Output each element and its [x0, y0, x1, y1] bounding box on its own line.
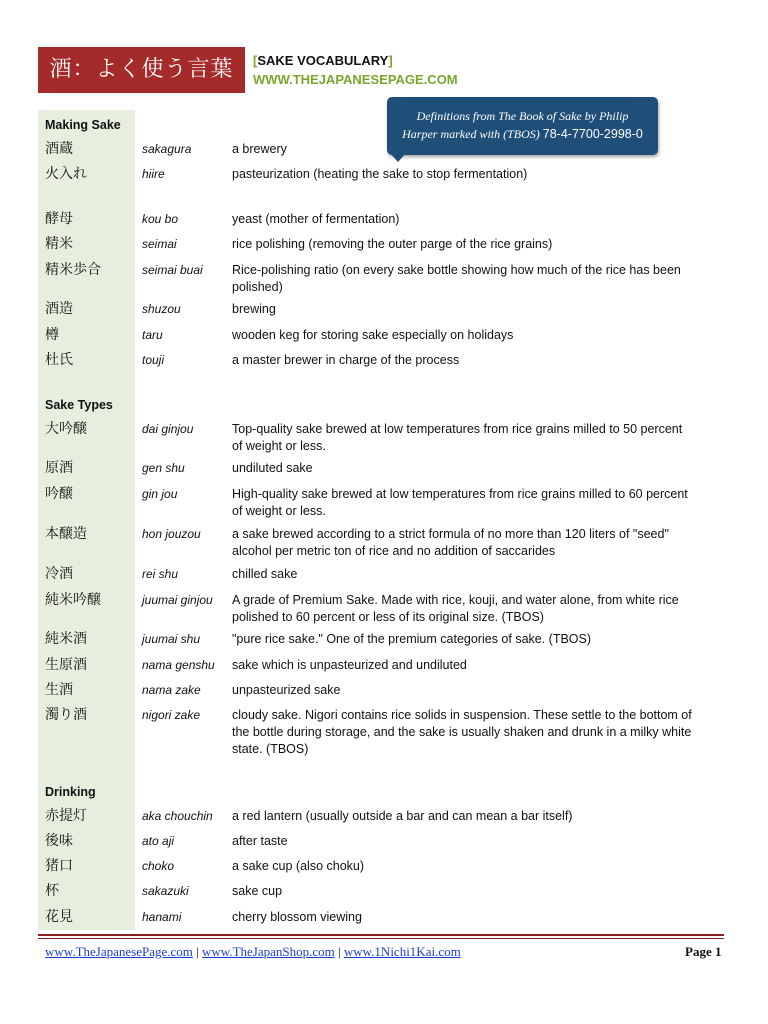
romaji-reading: hanami	[142, 910, 182, 924]
subtitle-bracket-close: ]	[388, 53, 393, 68]
callout-isbn: 78-4-7700-2998-0	[542, 127, 643, 141]
romaji-reading: nama zake	[142, 683, 201, 697]
romaji-reading: sakagura	[142, 142, 192, 156]
kanji-term: 純米吟醸	[45, 592, 101, 608]
romaji-reading: ato aji	[142, 834, 175, 848]
definition: Rice-polishing ratio (on every sake bottle showing how much of the rice has been polished)	[232, 263, 681, 294]
romaji-reading: juumai shu	[142, 632, 201, 646]
definition: unpasteurized sake	[232, 683, 341, 697]
kanji-term: 火入れ	[45, 166, 87, 182]
romaji-reading: gin jou	[142, 487, 178, 501]
definition: after taste	[232, 834, 288, 848]
kanji-term: 酵母	[45, 211, 73, 227]
section-heading-drinking: Drinking	[45, 785, 96, 799]
romaji-reading: shuzou	[142, 302, 181, 316]
definition: rice polishing (removing the outer parge of the rice grains)	[232, 237, 553, 251]
definition: undiluted sake	[232, 461, 313, 475]
callout-line-1: Definitions from The Book of Sake by Philip	[416, 109, 629, 123]
romaji-reading: nigori zake	[142, 708, 201, 722]
footer-link-japanesepage[interactable]: www.TheJapanesePage.com	[45, 944, 193, 959]
definition: chilled sake	[232, 567, 298, 581]
footer-divider-thin	[38, 938, 724, 939]
definition: pasteurization (heating the sake to stop fermentation)	[232, 167, 528, 181]
definition: A grade of Premium Sake. Made with rice, kouji, and water alone, from white rice polished to 60 percent or less of its original size. (TBOS)	[232, 593, 679, 624]
definition: a red lantern (usually outside a bar and can mean a bar itself)	[232, 809, 573, 823]
kanji-term: 酒蔵	[45, 141, 73, 157]
kanji-term: 本醸造	[45, 526, 87, 542]
definition: brewing	[232, 302, 276, 316]
header-url: WWW.THEJAPANESEPAGE.COM	[253, 72, 458, 87]
romaji-reading: nama genshu	[142, 658, 215, 672]
footer-separator: |	[338, 944, 341, 959]
section-heading-sake-types: Sake Types	[45, 398, 113, 412]
kanji-term: 猪口	[45, 858, 73, 874]
definition: "pure rice sake." One of the premium categories of sake. (TBOS)	[232, 632, 592, 646]
footer-separator: |	[196, 944, 199, 959]
definition: High-quality sake brewed at low temperatures from rice grains milled to 60 percent of weight or less.	[232, 487, 688, 518]
kanji-term: 冷酒	[45, 566, 73, 582]
romaji-reading: choko	[142, 859, 175, 873]
definition: cloudy sake. Nigori contains rice solids in suspension. These settle to the bottom of the bottle during storage, and the sake is usually shaken and drunk in a milky white state. (TBOS)	[232, 708, 692, 756]
kanji-term: 濁り酒	[45, 707, 87, 723]
footer-link-japanshop[interactable]: www.TheJapanShop.com	[202, 944, 335, 959]
section-heading-making-sake: Making Sake	[45, 118, 121, 132]
definition: a sake cup (also choku)	[232, 859, 365, 873]
romaji-reading: touji	[142, 353, 165, 367]
kanji-term: 原酒	[45, 460, 73, 476]
footer-divider	[38, 934, 724, 936]
definition: sake cup	[232, 884, 283, 898]
subtitle-bracket-open: [	[253, 53, 258, 68]
romaji-reading: seimai	[142, 237, 177, 251]
romaji-reading: juumai ginjou	[142, 593, 213, 607]
footer-links	[45, 944, 461, 960]
kanji-term: 生原酒	[45, 657, 87, 673]
subtitle-text: SAKE VOCABULARY	[257, 53, 389, 68]
romaji-reading: kou bo	[142, 212, 179, 226]
romaji-reading: sakazuki	[142, 884, 189, 898]
romaji-reading: aka chouchin	[142, 809, 213, 823]
kanji-term: 精米歩合	[45, 262, 101, 278]
definition: a sake brewed according to a strict formula of no more than 120 liters of "seed" alcohol per metric ton of rice and no addition of saccarides	[232, 527, 669, 558]
callout-line-2-text: Harper marked with (TBOS)	[402, 127, 540, 141]
document-title: 酒：よく使う言葉	[38, 47, 245, 93]
kanji-term: 樽	[45, 327, 59, 343]
footer-link-1nichi1kai[interactable]: www.1Nichi1Kai.com	[343, 944, 461, 959]
romaji-reading: dai ginjou	[142, 422, 194, 436]
definition: Top-quality sake brewed at low temperatures from rice grains milled to 50 percent of weight or less.	[232, 422, 683, 453]
romaji-reading: hon jouzou	[142, 527, 201, 541]
definition: a brewery	[232, 142, 287, 156]
definition: sake which is unpasteurized and undiluted	[232, 658, 467, 672]
page-number: Page 1	[685, 944, 722, 959]
kanji-term: 杜氏	[45, 352, 73, 368]
document-subtitle	[253, 52, 393, 70]
romaji-reading: gen shu	[142, 461, 185, 475]
kanji-column-background	[38, 110, 135, 930]
romaji-reading: hiire	[142, 167, 165, 181]
kanji-term: 花見	[45, 909, 73, 925]
definition: a master brewer in charge of the process	[232, 353, 460, 367]
romaji-reading: seimai buai	[142, 263, 203, 277]
definition: wooden keg for storing sake especially on holidays	[232, 328, 514, 342]
definition: cherry blossom viewing	[232, 910, 362, 924]
kanji-term: 杯	[45, 883, 59, 899]
kanji-term: 酒造	[45, 301, 73, 317]
kanji-term: 吟醸	[45, 486, 73, 502]
kanji-term: 生酒	[45, 682, 73, 698]
kanji-term: 精米	[45, 236, 73, 252]
kanji-term: 大吟醸	[45, 421, 87, 437]
kanji-term: 純米酒	[45, 631, 87, 647]
romaji-reading: rei shu	[142, 567, 179, 581]
romaji-reading: taru	[142, 328, 163, 342]
kanji-term: 後味	[45, 833, 73, 849]
definition: yeast (mother of fermentation)	[232, 212, 400, 226]
kanji-term: 赤提灯	[45, 808, 87, 824]
